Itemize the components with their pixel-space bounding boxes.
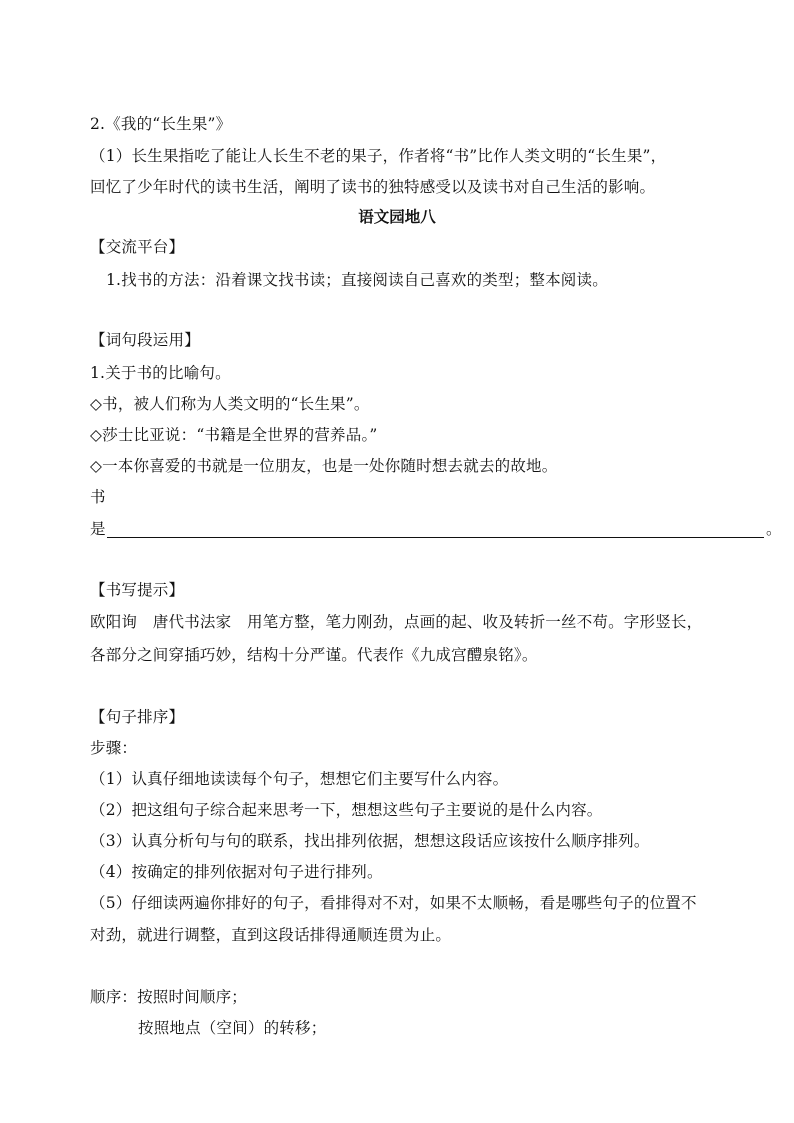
sequence-line: 按照地点（空间）的转移； [138, 1019, 327, 1037]
paragraph-line: （1）长生果指吃了能让人长生不老的果子，作者将“书”比作人类文明的“长生果”， [90, 147, 667, 165]
step-item: （3）认真分析句与句的联系，找出排列依据，想想这段话应该按什么顺序排列。 [90, 832, 650, 850]
metaphor-item: ◇莎士比亚说：“书籍是全世界的营养品。” [90, 426, 378, 444]
section-heading: 2.《我的“长生果”》 [90, 115, 232, 133]
fill-blank-line[interactable] [107, 537, 764, 538]
metaphor-item: ◇书，被人们称为人类文明的“长生果”。 [90, 395, 370, 413]
exchange-item: 1.找书的方法：沿着课文找书读；直接阅读自己喜欢的类型；整本阅读。 [106, 271, 608, 289]
step-item: （2）把这组句子综合起来思考一下，想想这些句子主要说的是什么内容。 [90, 801, 603, 819]
step-item-cont: 对劲，就进行调整，直到这段话排得通顺连贯为止。 [90, 926, 452, 944]
page-title: 语文园地八 [358, 207, 436, 226]
sequence-line: 顺序：按照时间顺序； [90, 988, 248, 1006]
order-heading: 【句子排序】 [90, 708, 185, 726]
fill-char: 书 [90, 488, 106, 506]
writing-line: 欧阳询 唐代书法家 用笔方整，笔力刚劲，点画的起、收及转折一丝不苟。字形竖长， [90, 613, 703, 631]
step-item: （1）认真仔细地读读每个句子，想想它们主要写什么内容。 [90, 770, 509, 788]
fill-end-punct: 。 [766, 520, 782, 538]
fill-char: 是 [90, 520, 106, 538]
writing-heading: 【书写提示】 [90, 581, 185, 599]
words-heading: 【词句段运用】 [90, 331, 200, 349]
step-item: （5）仔细读两遍你排好的句子，看排得对不对，如果不太顺畅，看是哪些句子的位置不 [90, 894, 697, 912]
step-item: （4）按确定的排列依据对句子进行排列。 [90, 863, 383, 881]
paragraph-line: 回忆了少年时代的读书生活，阐明了读书的独特感受以及读书对自己生活的影响。 [90, 178, 656, 196]
words-item: 1.关于书的比喻句。 [90, 364, 231, 382]
metaphor-item: ◇一本你喜爱的书就是一位朋友，也是一处你随时想去就去的故地。 [90, 457, 558, 475]
fill-blank-row [90, 518, 782, 540]
exchange-heading: 【交流平台】 [90, 238, 185, 256]
writing-line: 各部分之间穿插巧妙，结构十分严谨。代表作《九成宫醴泉铭》。 [90, 646, 538, 664]
steps-label: 步骤： [90, 739, 138, 757]
